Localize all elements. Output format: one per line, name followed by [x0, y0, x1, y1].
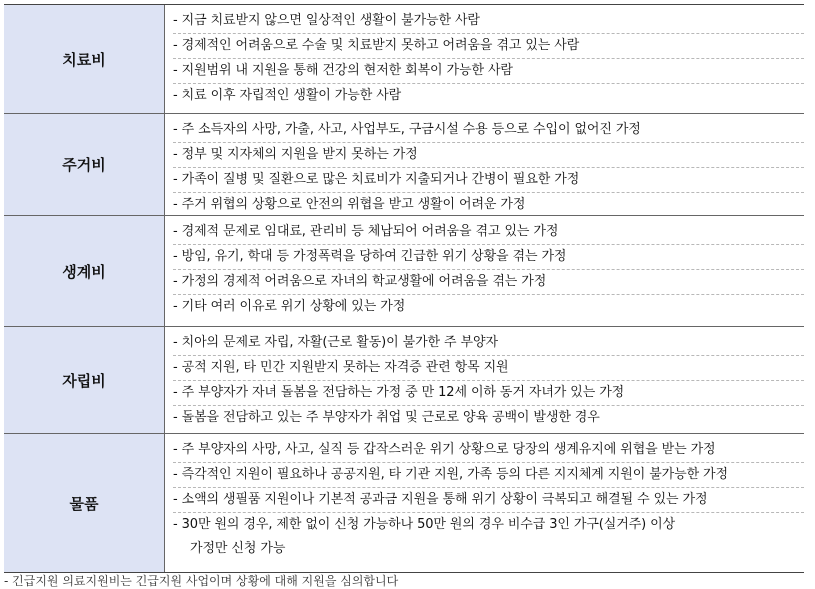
criteria-line: - 돌봄을 전담하고 있는 주 부양자가 취업 및 근로로 양육 공백이 발생한 경우: [173, 410, 600, 425]
criteria-line: - 가족이 질병 및 질환으로 많은 치료비가 지출되거나 간병이 필요한 가정: [173, 168, 804, 193]
criteria-line: - 경제적인 어려움으로 수술 및 치료받지 못하고 어려움을 겪고 있는 사람: [173, 34, 804, 59]
table-row-housing: [4, 113, 804, 215]
row-header: 치료비: [4, 5, 165, 113]
criteria-line: - 방임, 유기, 학대 등 가정폭력을 당하여 긴급한 위기 상황을 겪는 가정: [173, 245, 804, 270]
criteria-line: - 기타 여러 이유로 위기 상황에 있는 가정: [173, 299, 406, 314]
row-content: [165, 5, 804, 113]
table-row-independence: [4, 326, 804, 433]
table-row-living: [4, 215, 804, 326]
criteria-line: - 지원범위 내 지원을 통해 건강의 현저한 회복이 가능한 사람: [173, 59, 804, 84]
footnote: - 긴급지원 의료지원비는 긴급지원 사업이며 상황에 대해 지원을 심의합니다: [4, 574, 399, 588]
criteria-line: - 지금 치료받지 않으면 일상적인 생활이 불가능한 사람: [173, 9, 804, 34]
criteria-line: - 치료 이후 자립적인 생활이 가능한 사람: [173, 88, 402, 103]
criteria-line: - 치아의 문제로 자립, 자활(근로 활동)이 불가한 주 부양자: [173, 331, 804, 356]
row-content: [165, 114, 804, 215]
criteria-line: - 공적 지원, 타 민간 지원받지 못하는 자격증 관련 항목 지원: [173, 356, 804, 381]
criteria-line: - 주 부양자의 사망, 사고, 실직 등 갑작스러운 위기 상황으로 당장의 생계유지에 위협을 받는 가정: [173, 438, 804, 463]
row-content: [165, 216, 804, 326]
criteria-line: - 30만 원의 경우, 제한 없이 신청 가능하나 50만 원의 경우 비수급 3인 가구(실거주) 이상: [173, 517, 676, 532]
row-content: [165, 434, 804, 572]
table-row-treatment: [4, 5, 804, 113]
criteria-line: - 주거 위협의 상황으로 안전의 위협을 받고 생활이 어려운 가정: [173, 197, 526, 212]
criteria-line: - 정부 및 지자체의 지원을 받지 못하는 가정: [173, 143, 804, 168]
criteria-line: - 주 부양자가 자녀 돌봄을 전담하는 가정 중 만 12세 이하 동거 자녀가 있는 가정: [173, 381, 804, 406]
criteria-line: - 경제적 문제로 임대료, 관리비 등 체납되어 어려움을 겪고 있는 가정: [173, 220, 804, 245]
table-row-goods: [4, 433, 804, 572]
criteria-line: - 즉각적인 지원이 필요하나 공공지원, 타 기관 지원, 가족 등의 다른 지지체계 지원이 불가능한 가정: [173, 463, 804, 488]
row-header: 물품: [4, 434, 165, 572]
criteria-line: - 소액의 생필품 지원이나 기본적 공과금 지원을 통해 위기 상황이 극복되고 해결될 수 있는 가정: [173, 488, 804, 513]
criteria-table: [4, 4, 804, 573]
row-header: 자립비: [4, 327, 165, 433]
criteria-line-continued: 가정만 신청 가능: [190, 541, 286, 556]
criteria-line: - 주 소득자의 사망, 가출, 사고, 사업부도, 구금시설 수용 등으로 수입이 없어진 가정: [173, 118, 804, 143]
row-header: 주거비: [4, 114, 165, 215]
row-header: 생계비: [4, 216, 165, 326]
row-content: [165, 327, 804, 433]
criteria-line: - 가정의 경제적 어려움으로 자녀의 학교생활에 어려움을 겪는 가정: [173, 270, 804, 295]
